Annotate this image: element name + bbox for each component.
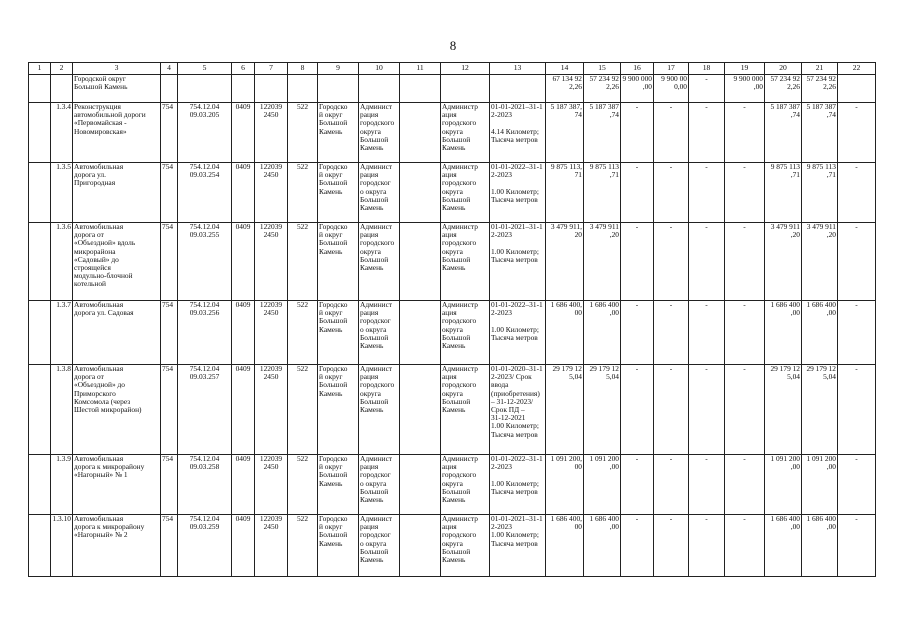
amount-16: - xyxy=(621,301,654,365)
page-number: 8 xyxy=(449,38,457,53)
col-number: 18 xyxy=(689,63,725,75)
empty-cell xyxy=(29,223,51,301)
col-number: 21 xyxy=(802,63,838,75)
amount-20: 1 091 200 ,00 xyxy=(765,455,802,515)
object-name: Автомобильная дорога от «Объездной» вдоль микрорайона «Садовый» до строящейся модульно-блочной котельной xyxy=(73,223,161,301)
municipality: Городско й округ Большой Камень xyxy=(318,455,359,515)
target-article: 122039 2450 xyxy=(255,301,288,365)
amount-15: 29 179 12 5,04 xyxy=(584,365,621,455)
summary-value: 9 900 00 0,00 xyxy=(654,75,689,103)
summary-cell xyxy=(490,75,546,103)
customer: Админист рация городског о округа Большой Камень xyxy=(359,301,400,365)
amount-21: 1 091 200 ,00 xyxy=(802,455,838,515)
empty-cell xyxy=(29,365,51,455)
amount-21: 1 686 400 ,00 xyxy=(802,515,838,577)
col-number: 13 xyxy=(490,63,546,75)
customer: Админист рация городского округа Большой Камень xyxy=(359,223,400,301)
section-code: 0409 xyxy=(232,455,255,515)
municipality: Городско й округ Большой Камень xyxy=(318,365,359,455)
section-code: 0409 xyxy=(232,163,255,223)
table-row xyxy=(29,103,876,163)
amount-15: 1 091 200 ,00 xyxy=(584,455,621,515)
amount-20: 1 686 400 ,00 xyxy=(765,301,802,365)
amount-21: 3 479 911 ,20 xyxy=(802,223,838,301)
developer: Администр ация городского округа Большой Камень xyxy=(441,301,490,365)
developer: Администр ация городского округа Большой Камень xyxy=(441,455,490,515)
amount-14: 9 875 113, 71 xyxy=(546,163,584,223)
table-row xyxy=(29,301,876,365)
amount-18: - xyxy=(689,103,725,163)
summary-cell xyxy=(359,75,400,103)
amount-18: - xyxy=(689,365,725,455)
table-row xyxy=(29,365,876,455)
amount-19: - xyxy=(725,365,765,455)
col-number: 19 xyxy=(725,63,765,75)
municipality: Городско й округ Большой Камень xyxy=(318,301,359,365)
target-article: 122039 2450 xyxy=(255,163,288,223)
amount-14: 29 179 12 5,04 xyxy=(546,365,584,455)
empty-cell xyxy=(29,301,51,365)
developer: Администр ация городского округа Большой Камень xyxy=(441,515,490,577)
summary-cell xyxy=(288,75,318,103)
program-table xyxy=(28,62,876,577)
object-code: 754.12.04 09.03.258 xyxy=(178,455,232,515)
amount-14: 3 479 911, 20 xyxy=(546,223,584,301)
section-code: 0409 xyxy=(232,223,255,301)
object-name: Автомобильная дорога к микрорайону «Нагорный» № 1 xyxy=(73,455,161,515)
amount-21: 29 179 12 5,04 xyxy=(802,365,838,455)
amount-16: - xyxy=(621,163,654,223)
section-code: 0409 xyxy=(232,301,255,365)
municipality: Городско й округ Большой Камень xyxy=(318,103,359,163)
amount-20: 29 179 12 5,04 xyxy=(765,365,802,455)
term-capacity: 01-01-2020–31-1 2-2023/ Срок ввода (приобретения) – 31-12-2023/ Срок ПД – 31-12-2021 1.00 Километр; Тысяча метров xyxy=(490,365,546,455)
term-capacity: 01-01-2021–31-1 2-2023 1.00 Километр; Тысяча метров xyxy=(490,223,546,301)
section-code: 0409 xyxy=(232,103,255,163)
amount-16: - xyxy=(621,515,654,577)
developer: Администр ация городского округа Большой Камень xyxy=(441,103,490,163)
amount-14: 1 686 400, 00 xyxy=(546,301,584,365)
col-11 xyxy=(400,103,441,163)
col-number: 12 xyxy=(441,63,490,75)
object-code: 754.12.04 09.03.255 xyxy=(178,223,232,301)
amount-19: - xyxy=(725,163,765,223)
amount-17: - xyxy=(654,515,689,577)
amount-16: - xyxy=(621,103,654,163)
summary-cell xyxy=(29,75,51,103)
col-number: 16 xyxy=(621,63,654,75)
summary-cell xyxy=(318,75,359,103)
grbs-code: 754 xyxy=(161,223,178,301)
col-number: 11 xyxy=(400,63,441,75)
amount-21: 5 187 387 ,74 xyxy=(802,103,838,163)
col-22: - xyxy=(838,455,876,515)
empty-cell xyxy=(29,515,51,577)
summary-cell xyxy=(441,75,490,103)
expense-type: 522 xyxy=(288,223,318,301)
grbs-code: 754 xyxy=(161,455,178,515)
column-number-row xyxy=(29,63,876,75)
section-code: 0409 xyxy=(232,365,255,455)
object-name: Автомобильная дорога от «Объездной» до Приморского Комсомола (через Шестой микрорайон) xyxy=(73,365,161,455)
col-22: - xyxy=(838,365,876,455)
target-article: 122039 2450 xyxy=(255,515,288,577)
amount-17: - xyxy=(654,455,689,515)
expense-type: 522 xyxy=(288,515,318,577)
col-number: 2 xyxy=(51,63,73,75)
municipality: Городско й округ Большой Камень xyxy=(318,515,359,577)
col-22: - xyxy=(838,163,876,223)
amount-20: 1 686 400 ,00 xyxy=(765,515,802,577)
amount-15: 5 187 387 ,74 xyxy=(584,103,621,163)
summary-value: 57 234 92 2,26 xyxy=(802,75,838,103)
grbs-code: 754 xyxy=(161,301,178,365)
term-capacity: 01-01-2022–31-1 2-2023 1.00 Километр; Тысяча метров xyxy=(490,301,546,365)
term-capacity: 01-01-2022–31-1 2-2023 1.00 Километр; Тысяча метров xyxy=(490,455,546,515)
col-22: - xyxy=(838,515,876,577)
expense-type: 522 xyxy=(288,103,318,163)
col-number: 3 xyxy=(73,63,161,75)
amount-21: 9 875 113 ,71 xyxy=(802,163,838,223)
col-11 xyxy=(400,365,441,455)
customer: Админист рация городского округа Большой Камень xyxy=(359,365,400,455)
col-number: 9 xyxy=(318,63,359,75)
summary-name: Городской округ Большой Камень xyxy=(73,75,161,103)
summary-value: 9 900 000 ,00 xyxy=(725,75,765,103)
table-row xyxy=(29,515,876,577)
col-number: 20 xyxy=(765,63,802,75)
summary-row xyxy=(29,75,876,103)
col-22: - xyxy=(838,103,876,163)
developer: Администр ация городского округа Большой Камень xyxy=(441,365,490,455)
grbs-code: 754 xyxy=(161,103,178,163)
col-number: 1 xyxy=(29,63,51,75)
object-code: 754.12.04 09.03.259 xyxy=(178,515,232,577)
object-code: 754.12.04 09.03.256 xyxy=(178,301,232,365)
amount-19: - xyxy=(725,455,765,515)
customer: Админист рация городског о округа Большой Камень xyxy=(359,515,400,577)
object-code: 754.12.04 09.03.205 xyxy=(178,103,232,163)
col-number: 14 xyxy=(546,63,584,75)
term-capacity: 01-01-2022–31-1 2-2023 1.00 Километр; Тысяча метров xyxy=(490,163,546,223)
amount-17: - xyxy=(654,163,689,223)
expense-type: 522 xyxy=(288,365,318,455)
municipality: Городско й округ Большой Камень xyxy=(318,163,359,223)
amount-18: - xyxy=(689,223,725,301)
amount-17: - xyxy=(654,223,689,301)
summary-cell xyxy=(838,75,876,103)
amount-14: 1 686 400, 00 xyxy=(546,515,584,577)
col-number: 17 xyxy=(654,63,689,75)
col-22: - xyxy=(838,301,876,365)
grbs-code: 754 xyxy=(161,515,178,577)
amount-17: - xyxy=(654,103,689,163)
customer: Админист рация городского округа Большой Камень xyxy=(359,103,400,163)
summary-cell xyxy=(232,75,255,103)
term-capacity: 01-01-2021–31-1 2-2023 4.14 Километр; Тысяча метров xyxy=(490,103,546,163)
developer: Администр ация городского округа Большой Камень xyxy=(441,163,490,223)
col-number: 8 xyxy=(288,63,318,75)
amount-16: - xyxy=(621,223,654,301)
amount-18: - xyxy=(689,455,725,515)
amount-14: 1 091 200, 00 xyxy=(546,455,584,515)
amount-19: - xyxy=(725,515,765,577)
table-row xyxy=(29,163,876,223)
amount-20: 5 187 387 ,74 xyxy=(765,103,802,163)
col-11 xyxy=(400,223,441,301)
amount-18: - xyxy=(689,515,725,577)
amount-17: - xyxy=(654,301,689,365)
object-name: Реконструкция автомобильной дороги «Первомайская - Новомировская» xyxy=(73,103,161,163)
row-number: 1.3.9 xyxy=(51,455,73,515)
table-row xyxy=(29,223,876,301)
amount-19: - xyxy=(725,301,765,365)
row-number: 1.3.5 xyxy=(51,163,73,223)
term-capacity: 01-01-2021–31-1 2-2023 1.00 Километр; Тысяча метров xyxy=(490,515,546,577)
object-name: Автомобильная дорога к микрорайону «Нагорный» № 2 xyxy=(73,515,161,577)
amount-14: 5 187 387, 74 xyxy=(546,103,584,163)
target-article: 122039 2450 xyxy=(255,103,288,163)
empty-cell xyxy=(29,103,51,163)
summary-cell xyxy=(255,75,288,103)
object-name: Автомобильная дорога ул. Пригородная xyxy=(73,163,161,223)
col-number: 7 xyxy=(255,63,288,75)
amount-19: - xyxy=(725,103,765,163)
amount-21: 1 686 400 ,00 xyxy=(802,301,838,365)
row-number: 1.3.6 xyxy=(51,223,73,301)
empty-cell xyxy=(29,163,51,223)
amount-16: - xyxy=(621,455,654,515)
expense-type: 522 xyxy=(288,163,318,223)
amount-20: 9 875 113 ,71 xyxy=(765,163,802,223)
col-number: 5 xyxy=(178,63,232,75)
amount-15: 1 686 400 ,00 xyxy=(584,301,621,365)
amount-19: - xyxy=(725,223,765,301)
col-number: 22 xyxy=(838,63,876,75)
table-row xyxy=(29,455,876,515)
amount-15: 9 875 113 ,71 xyxy=(584,163,621,223)
summary-cell xyxy=(161,75,178,103)
section-code: 0409 xyxy=(232,515,255,577)
row-number: 1.3.7 xyxy=(51,301,73,365)
col-number: 10 xyxy=(359,63,400,75)
object-code: 754.12.04 09.03.254 xyxy=(178,163,232,223)
col-11 xyxy=(400,301,441,365)
summary-cell xyxy=(400,75,441,103)
col-11 xyxy=(400,515,441,577)
summary-value: 67 134 92 2,26 xyxy=(546,75,584,103)
col-11 xyxy=(400,455,441,515)
object-name: Автомобильная дорога ул. Садовая xyxy=(73,301,161,365)
amount-16: - xyxy=(621,365,654,455)
developer: Администр ация городского округа Большой Камень xyxy=(441,223,490,301)
amount-20: 3 479 911 ,20 xyxy=(765,223,802,301)
amount-15: 3 479 911 ,20 xyxy=(584,223,621,301)
customer: Админист рация городског о округа Большой Камень xyxy=(359,455,400,515)
amount-18: - xyxy=(689,163,725,223)
summary-value: - xyxy=(689,75,725,103)
col-11 xyxy=(400,163,441,223)
customer: Админист рация городског о округа Большой Камень xyxy=(359,163,400,223)
target-article: 122039 2450 xyxy=(255,455,288,515)
col-22: - xyxy=(838,223,876,301)
object-code: 754.12.04 09.03.257 xyxy=(178,365,232,455)
target-article: 122039 2450 xyxy=(255,365,288,455)
row-number: 1.3.10 xyxy=(51,515,73,577)
amount-15: 1 686 400 ,00 xyxy=(584,515,621,577)
summary-value: 57 234 92 2,26 xyxy=(584,75,621,103)
amount-18: - xyxy=(689,301,725,365)
expense-type: 522 xyxy=(288,301,318,365)
grbs-code: 754 xyxy=(161,163,178,223)
amount-17: - xyxy=(654,365,689,455)
grbs-code: 754 xyxy=(161,365,178,455)
summary-value: 9 900 000 ,00 xyxy=(621,75,654,103)
col-number: 15 xyxy=(584,63,621,75)
expense-type: 522 xyxy=(288,455,318,515)
row-number: 1.3.4 xyxy=(51,103,73,163)
summary-cell xyxy=(178,75,232,103)
target-article: 122039 2450 xyxy=(255,223,288,301)
summary-value: 57 234 92 2,26 xyxy=(765,75,802,103)
row-number: 1.3.8 xyxy=(51,365,73,455)
col-number: 6 xyxy=(232,63,255,75)
col-number: 4 xyxy=(161,63,178,75)
empty-cell xyxy=(29,455,51,515)
summary-cell xyxy=(51,75,73,103)
municipality: Городско й округ Большой Камень xyxy=(318,223,359,301)
